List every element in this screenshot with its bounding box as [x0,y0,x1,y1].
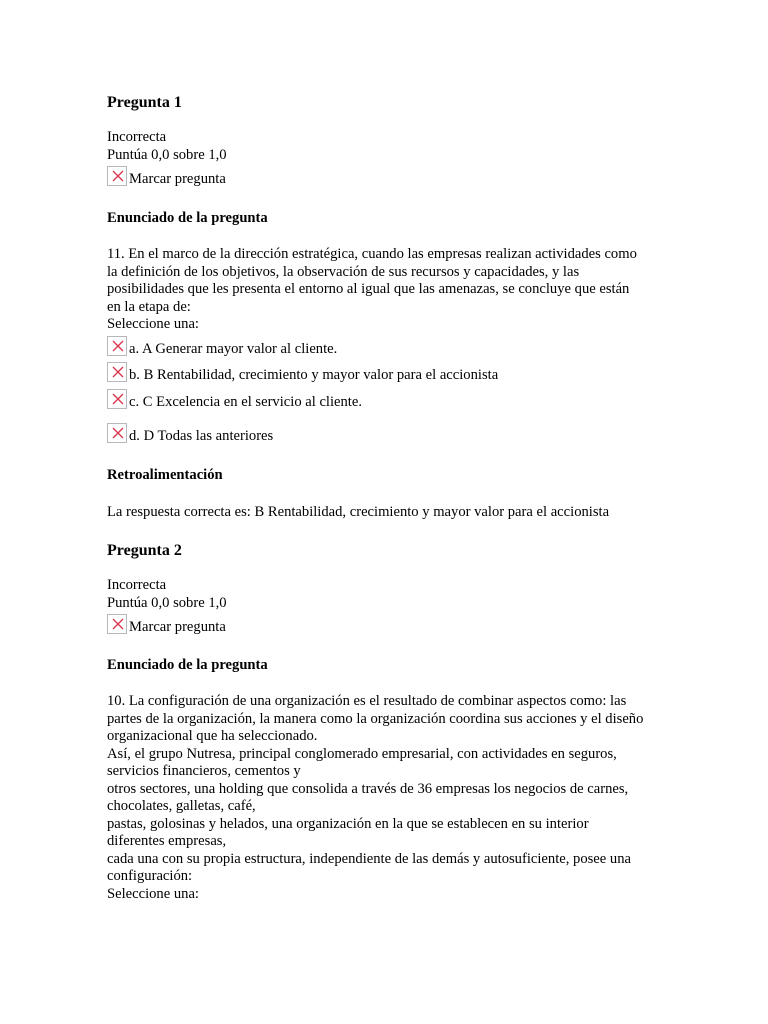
statement-line: posibilidades que les presenta el entorno al igual que las amenazas, se concluye que están [107,281,630,297]
question-1-status: Incorrecta [107,129,167,145]
question-2-info [107,577,227,612]
question-1-title: Pregunta 1 [107,94,182,111]
statement-line: organizacional que ha seleccionado. [107,728,318,744]
question-1-feedback-heading: Retroalimentación [107,467,223,483]
answer-option-c-label: c. C Excelencia en el servicio al cliente. [129,394,362,410]
question-2-status: Incorrecta [107,577,167,593]
answer-option-a[interactable] [107,336,337,359]
answer-option-a-label: a. A Generar mayor valor al cliente. [129,341,338,357]
statement-line: partes de la organización, la manera como la organización coordina sus acciones y el diseño [107,710,644,727]
statement-line: pastas, golosinas y helados, una organización en la que se establecen en su interior [107,815,589,832]
question-1-feedback: La respuesta correcta es: B Rentabilidad, crecimiento y mayor valor para el accionista [107,504,610,520]
statement-line: configuración: [107,868,193,884]
select-one-prompt: Seleccione una: [107,316,199,332]
question-1-statement [107,246,667,334]
statement-line: cada una con su propia estructura, independiente de las demás y autosuficiente, posee una [107,850,631,867]
statement-line: diferentes empresas, [107,833,227,849]
broken-image-icon [107,166,127,186]
broken-image-icon [107,614,127,634]
broken-image-icon [107,362,127,382]
question-2-flag-button[interactable] [107,614,226,637]
select-one-prompt: Seleccione una: [107,885,199,902]
statement-line: otros sectores, una holding que consolida a través de 36 empresas los negocios de carnes, [107,780,629,797]
broken-image-icon [107,423,127,443]
statement-line: 10. La configuración de una organización es el resultado de combinar aspectos como: las [107,693,627,709]
question-2-flag-label: Marcar pregunta [129,619,226,635]
broken-image-icon [107,336,127,356]
statement-line: chocolates, galletas, café, [107,798,256,814]
statement-line: servicios financieros, cementos y [107,763,301,779]
statement-line: en la etapa de: [107,298,191,315]
answer-option-c[interactable] [107,389,362,412]
answer-option-d[interactable] [107,423,273,446]
question-1-statement-heading: Enunciado de la pregunta [107,210,268,226]
question-1-flag-label: Marcar pregunta [129,171,226,187]
statement-line: Así, el grupo Nutresa, principal conglomerado empresarial, con actividades en seguros, [107,745,617,762]
question-2-statement [107,693,667,903]
statement-line: 11. En el marco de la dirección estratégica, cuando las empresas realizan actividades como [107,246,637,262]
answer-option-b[interactable] [107,362,498,385]
question-1-info [107,129,227,164]
answer-option-b-label: b. B Rentabilidad, crecimiento y mayor valor para el accionista [129,367,499,383]
broken-image-icon [107,389,127,409]
statement-line: la definición de los objetivos, la observación de sus recursos y capacidades, y las [107,263,580,280]
question-2-score: Puntúa 0,0 sobre 1,0 [107,594,227,611]
question-2-title: Pregunta 2 [107,542,182,559]
question-1-flag-button[interactable] [107,166,226,189]
question-1-score: Puntúa 0,0 sobre 1,0 [107,146,227,163]
answer-option-d-label: d. D Todas las anteriores [129,428,274,444]
question-2-statement-heading: Enunciado de la pregunta [107,657,268,673]
